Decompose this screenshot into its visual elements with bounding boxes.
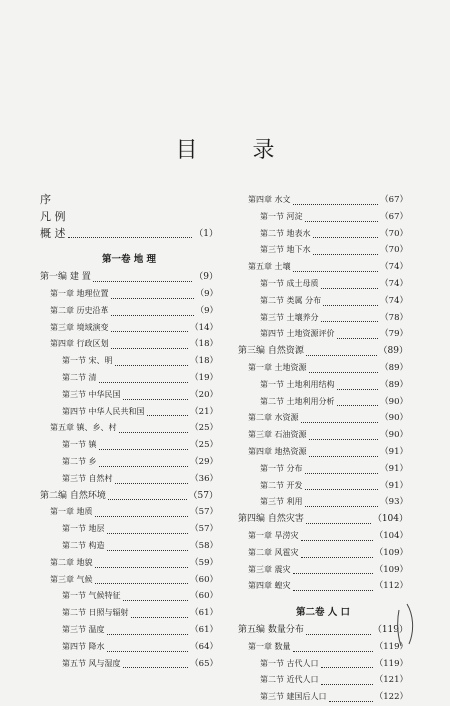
dot-leader [147, 415, 189, 416]
toc-entry[interactable] [40, 521, 218, 538]
toc-entry-label: 第三节 温度 [62, 624, 105, 634]
toc-entry-label: 第四章 蝗灾 [248, 581, 291, 591]
toc-entry[interactable] [238, 562, 408, 579]
toc-entry[interactable] [238, 343, 408, 360]
toc-entry[interactable] [40, 454, 218, 471]
dot-leader [321, 288, 379, 289]
dot-leader [115, 365, 189, 366]
dot-leader [131, 617, 189, 618]
toc-page-number: （112） [374, 581, 408, 592]
toc-entry-label: 第二卷 人 口 [295, 607, 351, 619]
dot-leader [309, 439, 379, 440]
toc-page-number: （9） [194, 272, 218, 283]
dot-leader [99, 449, 189, 450]
toc-entry-label: 第一节 土地利用结构 [260, 379, 335, 389]
toc-page-number: （70） [380, 245, 408, 256]
toc-page-number: （14） [190, 322, 218, 333]
toc-page-number: （119） [374, 641, 408, 652]
toc-entry-label: 第三章 气候 [50, 574, 93, 584]
dot-leader [309, 456, 379, 457]
toc-page-number: （57） [190, 524, 218, 535]
toc-page-number: （79） [380, 329, 408, 340]
dot-leader [329, 701, 373, 702]
toc-entry-label: 第三节 地下水 [260, 245, 311, 255]
dot-leader [293, 651, 373, 652]
toc-page-number: （93） [380, 497, 408, 508]
toc-entry[interactable] [40, 387, 218, 404]
toc-entry-label: 第一节 气候特征 [62, 591, 121, 601]
toc-entry[interactable] [238, 326, 408, 343]
toc-entry-label: 第一节 分布 [260, 463, 303, 473]
toc-entry-label: 序 [40, 193, 51, 206]
toc-entry-label: 第三节 土壤养分 [260, 312, 319, 322]
toc-page-number: （90） [380, 413, 408, 424]
toc-entry-label: 第二章 历史沿革 [50, 305, 109, 315]
dot-leader [305, 473, 379, 474]
toc-entry[interactable] [238, 310, 408, 327]
toc-entry-label: 概 述 [40, 226, 66, 240]
volume-heading [238, 605, 408, 622]
toc-entry[interactable] [238, 276, 408, 293]
dot-leader [293, 204, 379, 205]
dot-leader [123, 600, 189, 601]
dot-leader [99, 466, 189, 467]
toc-entry[interactable] [40, 538, 218, 555]
dot-leader [309, 372, 379, 373]
toc-entry-label: 第二节 清 [62, 372, 97, 382]
toc-entry-label: 第四章 行政区划 [50, 339, 109, 349]
toc-entry[interactable] [40, 320, 218, 337]
toc-page-number: （91） [380, 463, 408, 474]
dot-leader [305, 506, 379, 507]
dot-leader [305, 489, 379, 490]
toc-entry[interactable] [40, 420, 218, 437]
toc-entry[interactable] [40, 588, 218, 605]
toc-page-number: （67） [380, 195, 408, 205]
toc-entry[interactable] [40, 370, 218, 387]
toc-entry-label: 第二章 风雹灾 [248, 547, 299, 557]
dot-leader [306, 355, 377, 356]
dot-leader [119, 432, 189, 433]
toc-entry-label: 第四章 水文 [248, 195, 291, 204]
toc-entry-label: 第二节 构造 [62, 540, 105, 550]
dot-leader [95, 583, 189, 584]
toc-page-number: （119） [372, 624, 408, 635]
toc-entry[interactable] [238, 410, 408, 427]
toc-entry-label: 第一卷 地 理 [101, 254, 157, 266]
toc-entry[interactable] [40, 209, 218, 226]
toc-page-number: （121） [374, 675, 408, 686]
toc-entry[interactable] [40, 656, 218, 673]
dot-leader [95, 516, 189, 517]
dot-leader [107, 634, 189, 635]
page-title: 目 录 [175, 138, 299, 163]
toc-page-number: （18） [190, 339, 218, 350]
toc-entry[interactable] [238, 545, 408, 562]
toc-entry-label: 第一节 镇 [62, 440, 97, 450]
toc-page-number: （61） [190, 624, 218, 635]
toc-entry[interactable] [40, 437, 218, 454]
toc-page-number: （74） [380, 295, 408, 306]
dot-leader [305, 221, 379, 222]
dot-leader [306, 634, 371, 635]
toc-entry[interactable] [40, 353, 218, 370]
section-gap [238, 595, 408, 605]
handwritten-mark [395, 600, 419, 648]
toc-page-number: （61） [190, 608, 218, 619]
toc-entry-label: 第一节 古代人口 [260, 658, 319, 668]
toc-entry[interactable] [40, 572, 218, 589]
toc-page-number: （122） [374, 692, 408, 703]
dot-leader [95, 567, 189, 568]
toc-entry[interactable] [238, 461, 408, 478]
toc-entry[interactable] [40, 336, 218, 353]
toc-page-number: （36） [190, 473, 218, 484]
toc-entry-label: 第二节 类属 分布 [260, 295, 322, 305]
toc-page-number: （89） [380, 379, 408, 390]
toc-entry-label: 第四编 自然灾害 [238, 514, 304, 525]
toc-entry[interactable] [238, 672, 408, 689]
dot-leader [111, 348, 189, 349]
toc-entry[interactable] [40, 303, 218, 320]
toc-page-number: （119） [374, 658, 408, 669]
toc-page-number: （60） [190, 574, 218, 585]
toc-entry[interactable] [238, 360, 408, 377]
toc-page-number: （90） [380, 430, 408, 441]
toc-page-number: （65） [190, 658, 218, 669]
toc-entry[interactable] [238, 394, 408, 411]
toc-entry[interactable] [238, 259, 408, 276]
toc-entry-label: 凡 例 [40, 209, 66, 223]
section-gap [40, 242, 218, 252]
toc-entry-label: 第二节 日照与辐射 [62, 608, 129, 618]
toc-entry-label: 第二节 乡 [62, 456, 97, 466]
toc-entry[interactable] [238, 494, 408, 511]
toc-page-number: （9） [195, 288, 218, 299]
dot-leader [306, 523, 371, 524]
toc-entry-label: 第三节 自然村 [62, 473, 113, 483]
toc-page-number: （70） [380, 228, 408, 239]
dot-leader [293, 573, 373, 574]
toc-page-number: （19） [190, 372, 218, 383]
toc-entry[interactable] [238, 578, 408, 595]
toc-page-number: （91） [380, 480, 408, 491]
toc-entry-label: 第一章 地理位置 [50, 288, 109, 298]
dot-leader [321, 667, 373, 668]
toc-page-number: （109） [374, 564, 408, 575]
dot-leader [337, 405, 379, 406]
toc-entry[interactable] [40, 471, 218, 488]
toc-entry[interactable] [40, 605, 218, 622]
toc-entry-label: 第三章 石油资源 [248, 430, 307, 440]
dot-leader [111, 315, 194, 316]
dot-leader [301, 557, 373, 558]
dot-leader [111, 331, 189, 332]
toc-entry[interactable] [238, 622, 408, 639]
toc-page-number: （57） [188, 490, 218, 501]
dot-leader [337, 338, 379, 339]
toc-entry[interactable] [238, 639, 408, 656]
toc-entry[interactable] [40, 504, 218, 521]
toc-page-number: （1） [194, 228, 218, 239]
toc-entry-label: 第一节 地层 [62, 524, 105, 534]
toc-entry[interactable] [238, 377, 408, 394]
dot-leader [313, 254, 379, 255]
toc-entry[interactable] [40, 622, 218, 639]
toc-page-number: （25） [190, 423, 218, 434]
toc-entry-label: 第二章 水资源 [248, 413, 299, 423]
toc-entry-label: 第四节 土地资源评价 [260, 329, 335, 339]
toc-entry-label: 第四节 中华人民共和国 [62, 406, 145, 416]
toc-page-number: （18） [190, 356, 218, 367]
toc-entry-label: 第三编 自然资源 [238, 346, 304, 357]
toc-page-number: （89） [380, 362, 408, 373]
toc-entry-label: 第五编 数量分布 [238, 624, 304, 635]
dot-leader [323, 305, 378, 306]
dot-leader [293, 590, 373, 591]
toc-entry-label: 第四章 地热资源 [248, 446, 307, 456]
dot-leader [93, 281, 193, 282]
toc-left-column [40, 192, 218, 672]
dot-leader [107, 550, 189, 551]
toc-entry[interactable] [40, 226, 218, 243]
toc-entry-label: 第一章 数量 [248, 641, 291, 651]
toc-page-number: （9） [195, 305, 218, 316]
toc-entry-label: 第三章 震灾 [248, 564, 291, 574]
toc-entry[interactable] [238, 528, 408, 545]
dot-leader [293, 271, 379, 272]
toc-page-number: （104） [374, 530, 408, 541]
toc-entry-label: 第一节 成土母质 [260, 278, 319, 288]
toc-entry-label: 第五章 土壤 [248, 262, 291, 272]
dot-leader [301, 540, 373, 541]
toc-entry[interactable] [238, 511, 408, 528]
dot-leader [321, 321, 379, 322]
toc-entry-label: 第二节 开发 [260, 480, 303, 490]
toc-entry-label: 第一章 地质 [50, 507, 93, 517]
toc-entry-label: 第二编 自然环境 [40, 490, 106, 501]
toc-entry-label: 第一节 宋、明 [62, 356, 113, 366]
volume-heading [40, 252, 218, 269]
toc-entry[interactable] [40, 404, 218, 421]
toc-page-number: （104） [372, 514, 408, 525]
toc-entry-label: 第五节 风与湿度 [62, 658, 121, 668]
toc-entry-label: 第二节 土地利用分析 [260, 396, 335, 406]
toc-entry[interactable] [238, 689, 408, 706]
toc-entry[interactable] [238, 444, 408, 461]
toc-entry[interactable] [40, 269, 218, 286]
toc-page-number: （78） [380, 312, 408, 323]
dot-leader [111, 298, 194, 299]
toc-entry[interactable] [40, 192, 218, 209]
dot-leader [99, 382, 189, 383]
toc-entry-label: 第二节 近代人口 [260, 675, 319, 685]
toc-page-number: （20） [190, 389, 218, 400]
toc-entry[interactable] [40, 488, 218, 505]
toc-page-number: （64） [190, 641, 218, 652]
toc-entry[interactable] [40, 555, 218, 572]
dot-leader [107, 533, 189, 534]
toc-entry-label: 第一节 河淀 [260, 211, 303, 221]
toc-entry[interactable] [238, 427, 408, 444]
toc-entry-label: 第一编 建 置 [40, 272, 91, 283]
toc-entry[interactable] [238, 226, 408, 243]
toc-page-number: （90） [380, 396, 408, 407]
dot-leader [123, 667, 189, 668]
toc-entry-label: 第四节 降水 [62, 641, 105, 651]
dot-leader [321, 684, 373, 685]
dot-leader [123, 399, 189, 400]
toc-page-number: （89） [378, 346, 408, 357]
toc-page-number: （67） [380, 211, 408, 222]
toc-page-number: （21） [190, 406, 218, 417]
toc-entry-label: 第二节 地表水 [260, 228, 311, 238]
toc-page-number: （29） [190, 456, 218, 467]
toc-entry[interactable] [40, 639, 218, 656]
toc-entry[interactable] [238, 293, 408, 310]
toc-entry[interactable] [238, 209, 408, 226]
toc-entry-label: 第三节 建国后人口 [260, 692, 327, 702]
toc-entry[interactable] [238, 656, 408, 673]
toc-entry-label: 第一章 土地资源 [248, 362, 307, 372]
toc-entry[interactable] [238, 478, 408, 495]
toc-page-number: （57） [190, 507, 218, 518]
toc-entry-label: 第三节 利用 [260, 497, 303, 507]
toc-page-number: （59） [190, 557, 218, 568]
dot-leader [313, 237, 379, 238]
toc-page-number: （109） [374, 547, 408, 558]
toc-page-number: （74） [380, 262, 408, 273]
toc-entry[interactable] [238, 242, 408, 259]
toc-entry-label: 第五章 镇、乡、村 [50, 423, 117, 433]
dot-leader [107, 651, 189, 652]
dot-leader [115, 483, 189, 484]
dot-leader [301, 422, 379, 423]
toc-entry-label: 第三节 中华民国 [62, 389, 121, 399]
toc-entry-label: 第二章 地貌 [50, 557, 93, 567]
dot-leader [337, 389, 379, 390]
toc-entry-label: 第一章 旱涝灾 [248, 530, 299, 540]
toc-page-number: （25） [190, 440, 218, 451]
toc-right-column [238, 192, 408, 706]
dot-leader [68, 237, 193, 238]
toc-entry-label: 第三章 境域演变 [50, 322, 109, 332]
dot-leader [108, 499, 187, 500]
toc-page-number: （60） [190, 591, 218, 602]
toc-page-number: （91） [380, 446, 408, 457]
toc-entry[interactable] [40, 286, 218, 303]
toc-page-number: （58） [190, 540, 218, 551]
toc-page-number: （74） [380, 278, 408, 289]
toc-entry[interactable] [238, 192, 408, 209]
